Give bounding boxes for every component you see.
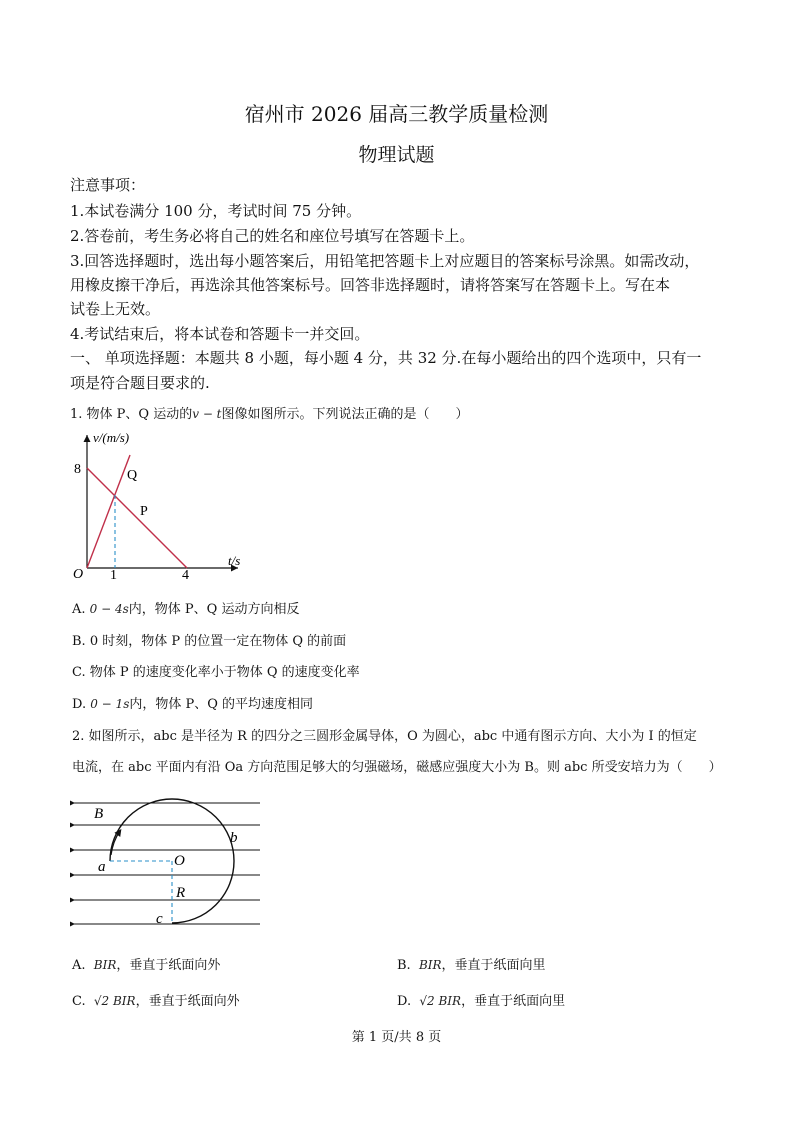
label-Q: Q xyxy=(127,468,138,483)
label-c: c xyxy=(156,911,163,927)
label-P: P xyxy=(140,504,148,519)
q2-stem-line2: 电流，在 abc 平面内有沿 Oa 方向范围足够大的匀强磁场，磁感应强度大小为 B。则 abc 所受安培力为（ ） xyxy=(72,760,722,775)
q1-option-d xyxy=(72,693,313,712)
q2-option-c-math: √2 BIR xyxy=(93,994,136,1008)
q2-option-c-label: C. xyxy=(72,994,86,1009)
q2-option-b-math: BIR xyxy=(418,958,442,972)
q2-option-d-label: D. xyxy=(397,994,412,1009)
line-P xyxy=(87,468,187,568)
page-footer: 第 1 页/共 8 页 xyxy=(351,1030,442,1045)
section1-line1: 一、 单项选择题：本题共 8 小题，每小题 4 分，共 32 分.在每小题给出的四个选项中，只有一 xyxy=(70,349,702,367)
notice-item-4: 4.考试结束后，将本试卷和答题卡一并交回。 xyxy=(70,325,370,343)
line-Q xyxy=(87,455,130,568)
notice-item-3-line3: 试卷上无效。 xyxy=(70,300,161,318)
q1-stem-pre: 1. 物体 P、Q 运动的 xyxy=(70,407,193,422)
page-title: 宿州市 2026 届高三教学质量检测 xyxy=(244,102,549,126)
x-tick-1: 1 xyxy=(110,568,117,583)
q2-option-a-label: A. xyxy=(72,958,86,973)
q2-option-b-label: B. xyxy=(397,958,411,973)
section1-line2: 项是符合题目要求的. xyxy=(70,374,210,392)
y-tick-8: 8 xyxy=(74,462,81,477)
q2-option-d-math: √2 BIR xyxy=(419,994,462,1008)
q1-option-a-label: A. xyxy=(72,602,86,617)
q2-option-c-text: ，垂直于纸面向外 xyxy=(135,994,240,1009)
q2-stem-line1: 2. 如图所示，abc 是半径为 R 的四分之三圆形金属导体，O 为圆心，abc 中通有图示方向、大小为 I 的恒定 xyxy=(72,729,697,744)
q1-stem-math: v − t xyxy=(192,407,222,421)
notice-item-3-line2: 用橡皮擦干净后，再选涂其他答案标号。回答非选择题时，请将答案写在答题卡上。写在本 xyxy=(70,276,671,294)
q2-option-b-text: ，垂直于纸面向里 xyxy=(441,958,546,973)
q2-option-c xyxy=(72,990,240,1009)
q1-stem-post: 图像如图所示。下列说法正确的是（ ） xyxy=(221,407,469,422)
notice-item-1: 1.本试卷满分 100 分，考试时间 75 分钟。 xyxy=(70,202,362,220)
q1-vt-graph xyxy=(60,425,260,585)
q2-option-a-text: ，垂直于纸面向外 xyxy=(116,958,221,973)
label-O: O xyxy=(174,853,185,869)
x-axis-label: t/s xyxy=(228,553,241,568)
q2-figure xyxy=(70,795,270,935)
q1-option-b: B. 0 时刻，物体 P 的位置一定在物体 Q 的前面 xyxy=(72,634,347,649)
origin-label: O xyxy=(73,567,84,582)
q1-option-d-text: 内，物体 P、Q 的平均速度相同 xyxy=(129,697,314,712)
q1-option-c: C. 物体 P 的速度变化率小于物体 Q 的速度变化率 xyxy=(72,665,360,680)
q1-option-a xyxy=(72,598,299,617)
label-b: b xyxy=(230,830,238,846)
q2-option-d xyxy=(397,990,565,1009)
page-subtitle: 物理试题 xyxy=(358,144,435,166)
y-axis-label: v/(m/s) xyxy=(93,430,130,445)
label-R: R xyxy=(176,885,186,901)
q2-option-b xyxy=(397,954,546,973)
q1-option-d-math: 0 − 1s xyxy=(90,697,130,711)
q2-option-d-text: ，垂直于纸面向里 xyxy=(461,994,566,1009)
x-tick-4: 4 xyxy=(182,568,189,583)
notice-item-2: 2.答卷前，考生务必将自己的姓名和座位号填写在答题卡上。 xyxy=(70,227,475,245)
q1-option-d-label: D. xyxy=(72,697,87,712)
notice-item-3-line1: 3.回答选择题时，选出每小题答案后，用铅笔把答题卡上对应题目的答案标号涂黑。如需改动， xyxy=(70,252,700,270)
q2-option-a xyxy=(72,954,220,973)
notice-heading: 注意事项： xyxy=(70,176,146,194)
q1-option-a-text: 内，物体 P、Q 运动方向相反 xyxy=(128,602,300,617)
q2-option-a-math: BIR xyxy=(93,958,117,972)
q1-stem xyxy=(70,403,469,422)
label-B: B xyxy=(94,806,104,822)
q1-option-a-math: 0 − 4s xyxy=(89,602,129,616)
label-a: a xyxy=(98,859,106,875)
